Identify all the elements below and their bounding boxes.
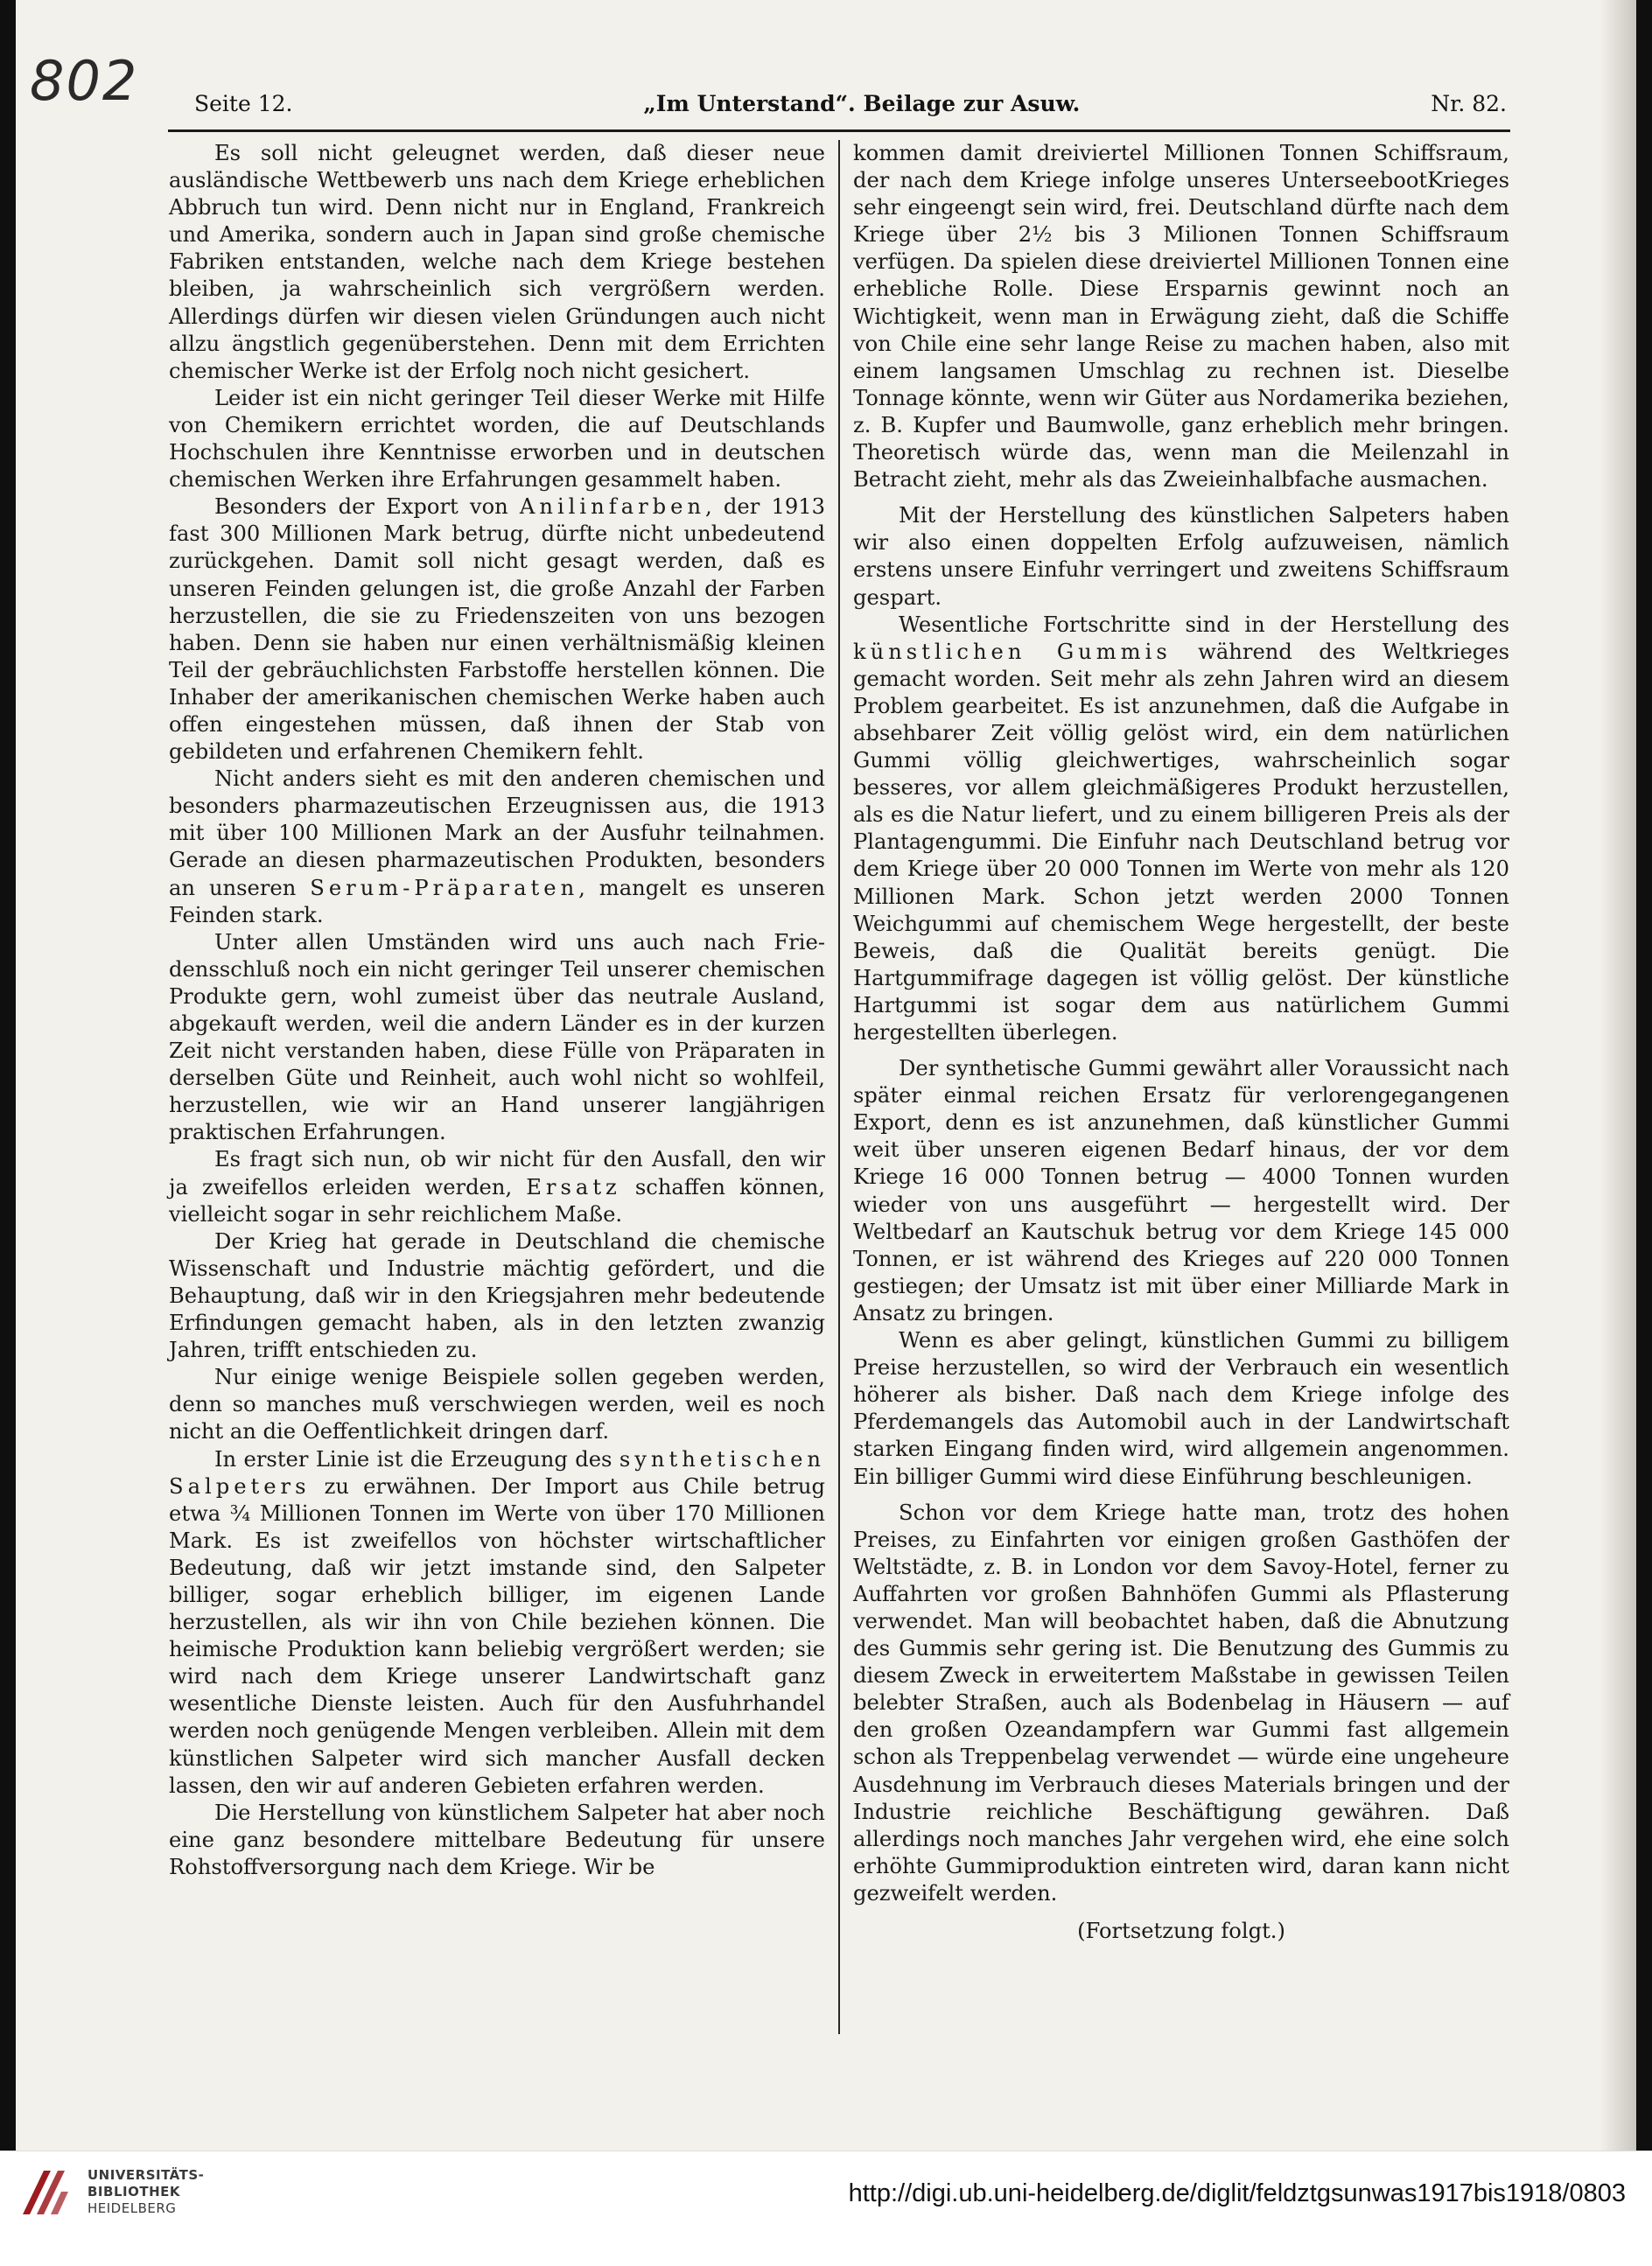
spaced-emphasis: Anilinfarben xyxy=(519,494,706,520)
paragraph: Es soll nicht geleugnet werden, daß dieser neue ausländische Wettbewerb uns nach dem Kriege erheblichen Abbruch tun wird. Denn nicht nur in England, Frankreich und Amerika, sondern auch in Japan sind große chemische Fabriken entstanden, welche nach dem Kriege bestehen bleiben, ja wahrscheinlich sich vergrößern werden. Allerdings dürfen wir diesen vielen Gründungen auch nicht allzu ängstlich gegenüberstehen. Denn mit dem Errichten chemischer Werke ist der Erfolg noch nicht gesichert. xyxy=(169,141,825,383)
article-column-left xyxy=(169,140,825,1881)
running-header xyxy=(194,91,1507,126)
spaced-emphasis: künstlichen Gummis xyxy=(853,639,1172,664)
header-issue: Nr. 82. xyxy=(1431,91,1507,116)
paragraph xyxy=(169,1146,825,1227)
scan-edge-right xyxy=(1636,0,1652,2151)
header-title: „Im Unterstand“. Beilage zur Asuw. xyxy=(643,91,1081,116)
paragraph: Schon vor dem Kriege hatte man, trotz des hohen Preises, zu Einfahrten vor einigen großen Gasthöfen der Weltstädte, z. B. in London vor dem Savoy-Hotel, ferner zu Auffahrten vor großen Bahnhöfen Gummi als Pflasterung verwendet. Man will beobachtet haben, daß die Abnutzung des Gummis sehr gering ist. Die Benutzung des Gummis zu diesem Zweck in erweitertem Maßstabe in gewissen Teilen belebter Straßen, auch als Bodenbelag in Häusern — auf den großen Ozeandampfern war Gummi fast allgemein schon als Treppenbelag verwendet — würde eine ungeheure Ausdehnung im Verbrauch dieses Materials bringen und der Industrie reichliche Beschäftigung gewähren. Daß allerdings noch manches Jahr vergehen wird, ehe eine solch erhöhte Gummiproduktion eintreten wird, daran kann nicht gezweifelt werden. xyxy=(853,1500,1509,1906)
continuation-note: (Fortsetzung folgt.) xyxy=(1077,1919,1285,1943)
paragraph: Der Krieg hat gerade in Deutschland die chemische Wissenschaft und Industrie mächtig gefördert, und die Behauptung, daß wir in den Kriegsjahren mehr bedeutende Erfindungen gemacht haben, als in den letzten zwanzig Jahren, trifft entschieden zu. xyxy=(169,1228,825,1363)
viewer-footer xyxy=(0,2151,1652,2266)
paragraph-text: während des Weltkrieges gemacht worden. Seit mehr als zehn Jahren wird an diesem Problem gearbeitet. Es ist anzunehmen, daß die Aufgabe in absehbarer Zeit völlig gelöst wird, ein dem natürlichen Gummi völlig gleichwertiges, wahrscheinlich sogar besseres, vor allem gleichmäßigeres Produkt herzustellen, als es die Natur liefert, und zu einem billigeren Preis als der Plantagengummi. Die Einfuhr nach Deutschland betrug vor dem Kriege über 20 000 Tonnen im Werte von mehr als 120 Millionen Mark. Schon jetzt werden 2000 Tonnen Weichgummi auf chemischem Wege hergestellt, der beste Beweis, daß die Qualität bereits genügt. Die Hartgummifrage dagegen ist völlig gelöst. Der künstliche Hartgummi ist sogar dem aus natürlichem Gummi hergestellten überlegen. xyxy=(853,639,1509,1045)
library-name-line2: BIBLIOTHEK xyxy=(88,2184,180,2200)
scan-edge-left xyxy=(0,0,16,2151)
spaced-emphasis: Serum-Präparaten xyxy=(310,875,579,900)
paragraph-text: Es fragt sich nun, ob wir nicht für den Ausfall, den wir ja zweifellos erleiden werden, xyxy=(169,1147,825,1199)
paragraph-text: , der 1913 fast 300 Millionen Mark betrug, dürfte nicht unbedeutend zurückgehen. Damit soll nicht gesagt werden, daß es unseren Feinden gelungen ist, die große Anzahl der Farben herzustellen, die sie zu Friedenszeiten von uns bezogen haben. Denn sie haben nur einen verhältnismäßig kleinen Teil der gebräuchlichsten Farbstoffe herstellen können. Die Inhaber der amerikanischen chemischen Werke haben auch offen eingestehen müssen, daß ihnen der Stab von gebildeten und erfahrenen Chemikern fehlt. xyxy=(169,494,825,765)
spaced-emphasis: synthetischen Salpeters xyxy=(169,1446,825,1499)
paragraph: Wenn es aber gelingt, künstlichen Gummi zu billigem Preise herzustellen, so wird der Verbrauch ein wesentlich höherer als bisher. Daß nach dem Kriege infolge des Pferdemangels das Automobil auch in der Landwirtschaft starken Eingang finden wird, wird allgemein angenommen. Ein billiger Gummi wird diese Einführung beschleunigen. xyxy=(853,1328,1509,1489)
paragraph-text: Besonders der Export von xyxy=(214,494,520,520)
paragraph: Der synthetische Gummi gewährt aller Voraussicht nach später einmal reichen Ersatz für verlorengegangenen Export, denn es ist anzunehmen, daß künstlicher Gummi weit über unseren eigenen Bedarf hinaus, der vor dem Kriege 16 000 Tonnen betrug — 4000 Tonnen wurden wieder von uns ausgeführt — hergestellt wird. Der Weltbedarf an Kautschuk betrug vor dem Kriege 145 000 Tonnen, er ist während des Krieges auf 220 000 Tonnen gestiegen; der Umsatz ist mit über einer Milliarde Mark in Ansatz zu bringen. xyxy=(853,1056,1509,1325)
source-url-link[interactable]: http://digi.ub.uni-heidelberg.de/diglit/feldztgsunwas1917bis1918/0803 xyxy=(848,2179,1626,2207)
page-fold-shadow xyxy=(1600,0,1636,2151)
column-divider xyxy=(838,140,840,2034)
paragraph-text: Wesentliche Fortschritte sind in der Herstellung des xyxy=(899,612,1509,637)
article-column-right-body xyxy=(853,140,1509,1907)
paragraph: Unter allen Umständen wird uns auch nach Friedensschluß noch ein nicht geringer Teil unserer chemischen Produkte gern, wohl zumeist über das neutrale Ausland, abgekauft werden, weil die andern Länder es in der kurzen Zeit nicht verstanden haben, diese Fülle von Präparaten in derselben Güte und Reinheit, auch wohl nicht so wohlfeil, herzustellen, wie wir an Hand unserer langjährigen praktischen Erfahrungen. xyxy=(169,929,825,1145)
paragraph: kommen damit dreiviertel Millionen Tonnen Schiffsraum, der nach dem Kriege infolge unseres UnterseebootKrieges sehr eingeengt sein wird, frei. Deutschland dürfte nach dem Kriege über 2½ bis 3 Milionen Tonnen Schiffsraum verfügen. Da spielen diese dreiviertel Millionen Tonnen eine erhebliche Rolle. Diese Ersparnis gewinnt noch an Wichtigkeit, wenn man in Erwägung zieht, daß die Schiffe von Chile eine sehr lange Reise zu machen haben, also mit einem langsamen Umschlag zu rechnen ist. Dieselbe Tonnage könnte, wenn wir Güter aus Nordamerika beziehen, z. B. Kupfer und Baumwolle, ganz erheblich mehr bringen. Theoretisch würde das, wenn man die Meilenzahl in Betracht zieht, mehr als das Zweieinhalbfache ausmachen. xyxy=(853,141,1509,493)
library-logo-icon xyxy=(14,2164,74,2223)
library-name-line3: HEIDELBERG xyxy=(88,2200,177,2216)
paragraph-text: Nicht anders sieht es mit den anderen chemischen und besonders pharmazeutischen Erzeugnissen aus, die 1913 mit über 100 Millionen Mark an der Ausfuhr teilnahmen. Gerade an diesen pharmazeutischen Produkten, besonders an unseren xyxy=(169,766,825,900)
paragraph: Mit der Herstellung des künstlichen Salpeters haben wir also einen doppelten Erfolg aufzuweisen, nämlich erstens unsere Einfuhr verringert und zweitens Schiffsraum gespart. xyxy=(853,503,1509,610)
paragraph xyxy=(169,493,825,766)
paragraph xyxy=(169,1446,825,1800)
header-rule xyxy=(168,129,1510,132)
paragraph: Nur einige wenige Beispiele sollen gegeben werden, denn so manches muß verschwiegen werden, weil es noch nicht an die Oeffentlichkeit dringen darf. xyxy=(169,1365,825,1444)
paragraph-text: , mangelt es unseren Feinden stark. xyxy=(169,875,825,927)
handwritten-page-number: 802 xyxy=(30,49,139,113)
paragraph-text: schaffen können, vielleicht sogar in sehr reichlichem Maße. xyxy=(169,1174,825,1227)
library-name xyxy=(88,2167,204,2217)
header-page: Seite 12. xyxy=(194,91,293,116)
paragraph-text: zu erwähnen. Der Import aus Chile betrug etwa ¾ Millionen Tonnen im Werte von über 170 Millionen Mark. Es ist zweifellos von höchster wirtschaftlicher Bedeutung, daß wir jetzt imstande sind, den Salpeter billiger, sogar erheblich billiger, im eigenen Lande herzustellen, als wir ihn von Chile beziehen können. Die heimische Produktion kann beliebig vergrößert werden; sie wird nach dem Kriege unserer Landwirtschaft ganz wesentliche Dienste leisten. Auch für den Ausfuhrhandel werden noch genügende Mengen verbleiben. Allein mit dem künstlichen Salpeter wird sich mancher Ausfall decken lassen, den wir auf anderen Gebieten erfahren werden. xyxy=(169,1473,825,1798)
spaced-emphasis: Ersatz xyxy=(526,1174,621,1199)
paragraph xyxy=(853,612,1509,1047)
paragraph: Leider ist ein nicht geringer Teil dieser Werke mit Hilfe von Chemikern errichtet worden, die auf Deutschlands Hochschulen ihre Kenntnisse erworben und in deutschen chemischen Werken ihre Erfahrungen gesammelt haben. xyxy=(169,385,825,493)
library-name-line1: UNIVERSITÄTS- xyxy=(88,2167,205,2183)
paragraph xyxy=(169,766,825,929)
paragraph-text: In erster Linie ist die Erzeugung des xyxy=(214,1446,620,1472)
article-column-right xyxy=(853,140,1509,1945)
paragraph: Die Herstellung von künstlichem Salpeter hat aber noch eine ganz besondere mittelbare Bedeutung für unsere Rohstoffversorgung nach dem Kriege. Wir be xyxy=(169,1800,825,1879)
